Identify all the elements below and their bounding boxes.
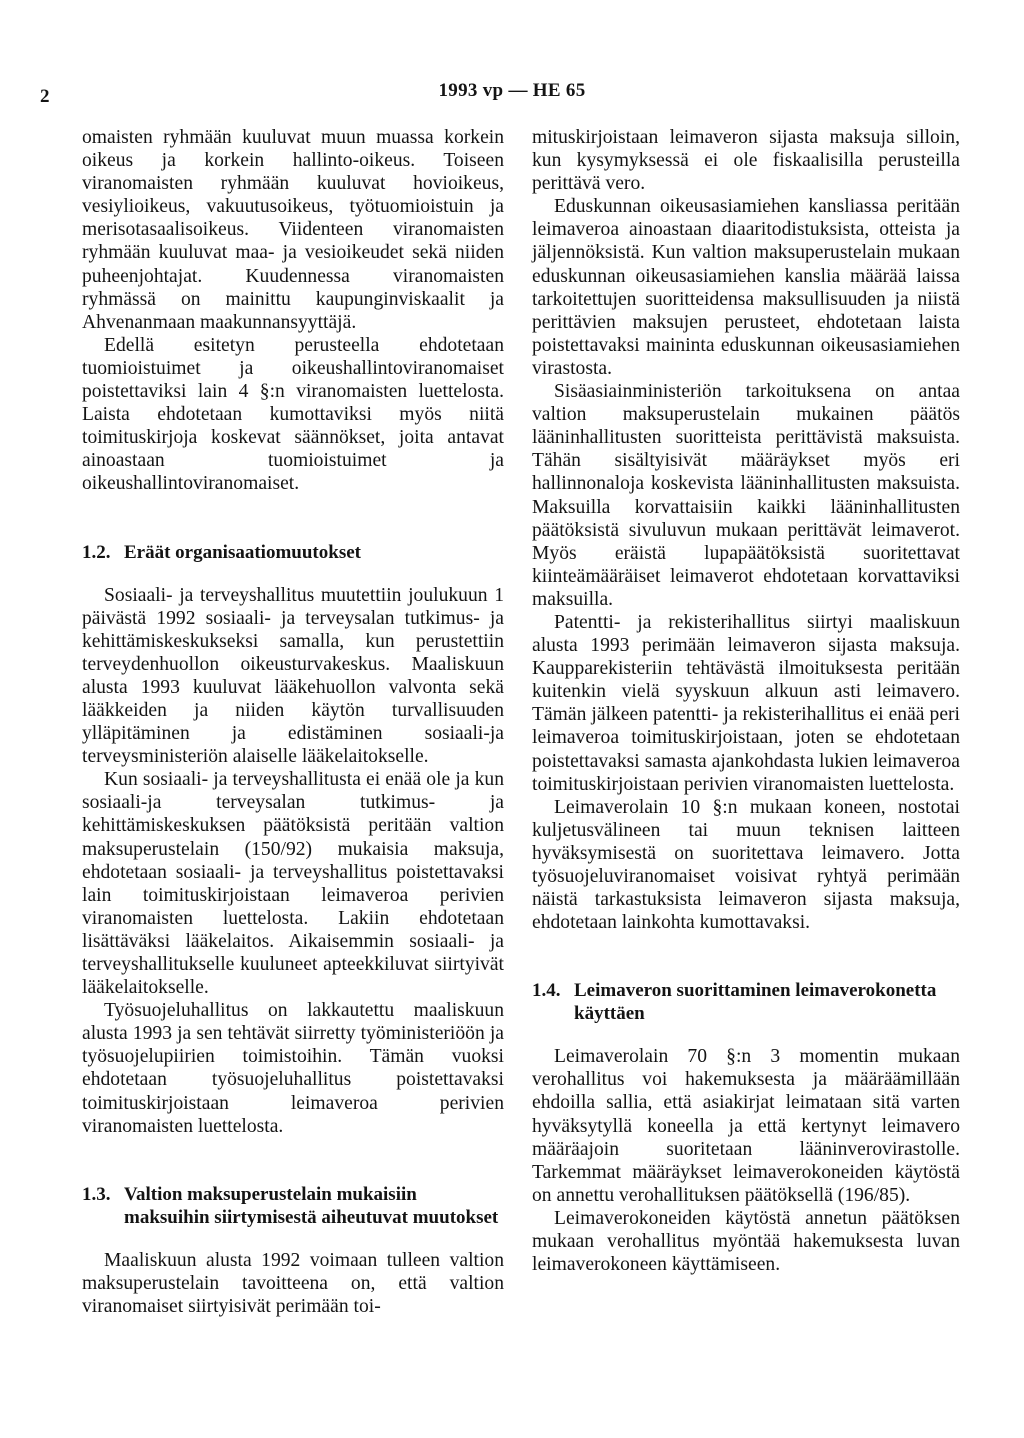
paragraph: Työsuojeluhallitus on lakkautettu maaliskuun alusta 1993 ja sen tehtävät siirretty työministeriöön ja työsuojelupiirien toimistoihin. Tämän vuoksi ehdotetaan työsuojeluhallitus poistettavaksi toimituskirjoistaan leimaveroa perivien viranomaisten luettelosta.: [82, 1000, 504, 1137]
page-number: 2: [40, 86, 50, 107]
section-heading-1-3: [82, 1183, 504, 1229]
section-title: Eräät organisaatiomuutokset: [124, 541, 361, 563]
paragraph: Leimaverolain 10 §:n mukaan koneen, nostotai kuljetusvälineen tai muun teknisen laitteen hyväksymisestä on suoritettava leimavero. Jotta työsuojeluviranomaiset voisivat ryhtyä perimään näistä tarkastuksista leimaveron sijasta maksuja, ehdotetaan lainkohta kumottavaksi.: [532, 796, 960, 934]
paragraph: Edellä esitetyn perusteella ehdotetaan tuomioistuimet ja oikeushallintoviranomaiset poistettaviksi lain 4 §:n viranomaisten luettelosta. Laista ehdotetaan kumottaviksi myös niitä toimituskirjoja koskevat säännökset, joita antavat ainoastaan tuomioistuimet ja oikeushallintoviranomaiset.: [82, 334, 504, 495]
section-heading-1-2: [82, 541, 504, 564]
paragraph: omaisten ryhmään kuuluvat muun muassa korkein oikeus ja korkein hallinto-oikeus. Toiseen viranomaisten ryhmään kuuluvat hovioikeus, vesiylioikeus, vakuutusoikeus, työtuomioistuin ja merisotasaalisoikeus. Viidenteen viranomaisten ryhmään kuuluvat maa- ja vesioikeudet sekä niiden puheenjohtajat. Kuudennessa viranomaisten ryhmässä on mainittu kaupunginviskaalit ja Ahvenanmaan maakunnansyyttäjä.: [82, 127, 504, 333]
paragraph: Patentti- ja rekisterihallitus siirtyi maaliskuun alusta 1993 perimään leimaveron sijasta maksuja. Kaupparekisteriin tehtävästä ilmoituksesta peritään kuitenkin vielä syyskuun alkuun asti leimavero. Tämän jälkeen patentti- ja rekisterihallitus ei enää peri leimaveroa toimituskirjoistaan, joten se ehdotetaan poistettavaksi samasta ajankohdasta lukien leimaveroa toimituskirjoistaan perivien viranomaisten luettelosta.: [532, 611, 960, 795]
section-number: 1.3.: [82, 1183, 111, 1205]
paragraph: Leimaverokoneiden käytöstä annetun päätöksen mukaan verohallitus myöntää hakemuksesta luvan leimaverokoneen käyttämiseen.: [532, 1207, 960, 1276]
section-number: 1.2.: [82, 541, 111, 563]
section-title: Valtion maksuperustelain mukaisiin maksuihin siirtymisestä aiheutuvat muutokset: [124, 1183, 499, 1228]
running-title: 1993 vp — HE 65: [438, 80, 586, 101]
left-column: [82, 126, 504, 1318]
paragraph: Maaliskuun alusta 1992 voimaan tulleen valtion maksuperustelain tavoitteena on, että valtion viranomaiset siirtyisivät perimään toi-: [82, 1249, 504, 1317]
right-column: [532, 126, 960, 1276]
section-number: 1.4.: [532, 980, 561, 1002]
paragraph: Sisäasiainministeriön tarkoituksena on antaa valtion maksuperustelain mukainen päätös lääninhallitusten suoritteista perittävistä maksuista. Tähän sisältyisivät määräykset myös eri hallinnonaloja koskevista lääninhallitusten maksuista. Maksuilla korvattaisiin kaikki lääninhallitusten päätöksistä sivuluvun mukaan perittävät leimaverot. Myös eräistä lupapäätöksistä suoritettavat kiinteämääräiset leimaverot ehdotetaan korvattaviksi maksuilla.: [532, 381, 960, 610]
section-heading-1-4: [532, 979, 960, 1025]
paragraph: Sosiaali- ja terveyshallitus muutettiin joulukuun 1 päivästä 1992 sosiaali- ja terveysalan tutkimus- ja kehittämiskeskukseksi samalla, kun perustettiin terveydenhuollon oikeusturvakeskus. Maaliskuun alusta 1993 kuuluvat lääkehuollon valvonta sekä lääkkeiden ja niiden käytön turvallisuuden ylläpitäminen ja edistäminen sosiaali-ja terveysministeriön alaiselle lääkelaitokselle.: [82, 584, 504, 768]
paragraph: mituskirjoistaan leimaveron sijasta maksuja silloin, kun kysymyksessä ei ole fiskaalisilla perusteilla perittävä vero.: [532, 127, 960, 195]
paragraph: Eduskunnan oikeusasiamiehen kansliassa peritään leimaveroa ainoastaan diaaritodistuksista, otteista ja jäljennöksistä. Kun valtion maksuperustelain mukaan eduskunnan oikeusasiamiehen kanslia määrää laissa tarkoitettujen suoritteidensa maksullisuuden ja niistä perittävien maksujen perusteet, ehdotetaan laista poistettavaksi maininta eduskunnan oikeusasiamiehen virastosta.: [532, 196, 960, 379]
paragraph: Leimaverolain 70 §:n 3 momentin mukaan verohallitus voi hakemuksesta ja määräämillään ehdoilla sallia, että asiakirjat leimataan sitä varten hyväksytyllä koneella ja että kertynyt leimavero määräajoin suoritetaan lääninverovirastolle. Tarkemmat määräykset leimaverokoneiden käytöstä on annettu verohallituksen päätöksellä (196/85).: [532, 1046, 960, 1206]
paragraph: Kun sosiaali- ja terveyshallitusta ei enää ole ja kun sosiaali-ja terveysalan tutkimus- ja kehittämiskeskuksen päätöksistä peritään valtion maksuperustelain (150/92) mukaisia maksuja, ehdotetaan sosiaali- ja terveyshallitus poistettavaksi lain toimituskirjoistaan leimaveroa perivien viranomaisten luettelosta. Lakiin ehdotetaan lisättäväksi lääkelaitos. Aikaisemmin sosiaali- ja terveyshallitukselle kuuluneet apteekkiluvat siirtyivät lääkelaitokselle.: [82, 769, 504, 999]
section-title: Leimaveron suorittaminen leimaverokonetta käyttäen: [574, 980, 937, 1025]
